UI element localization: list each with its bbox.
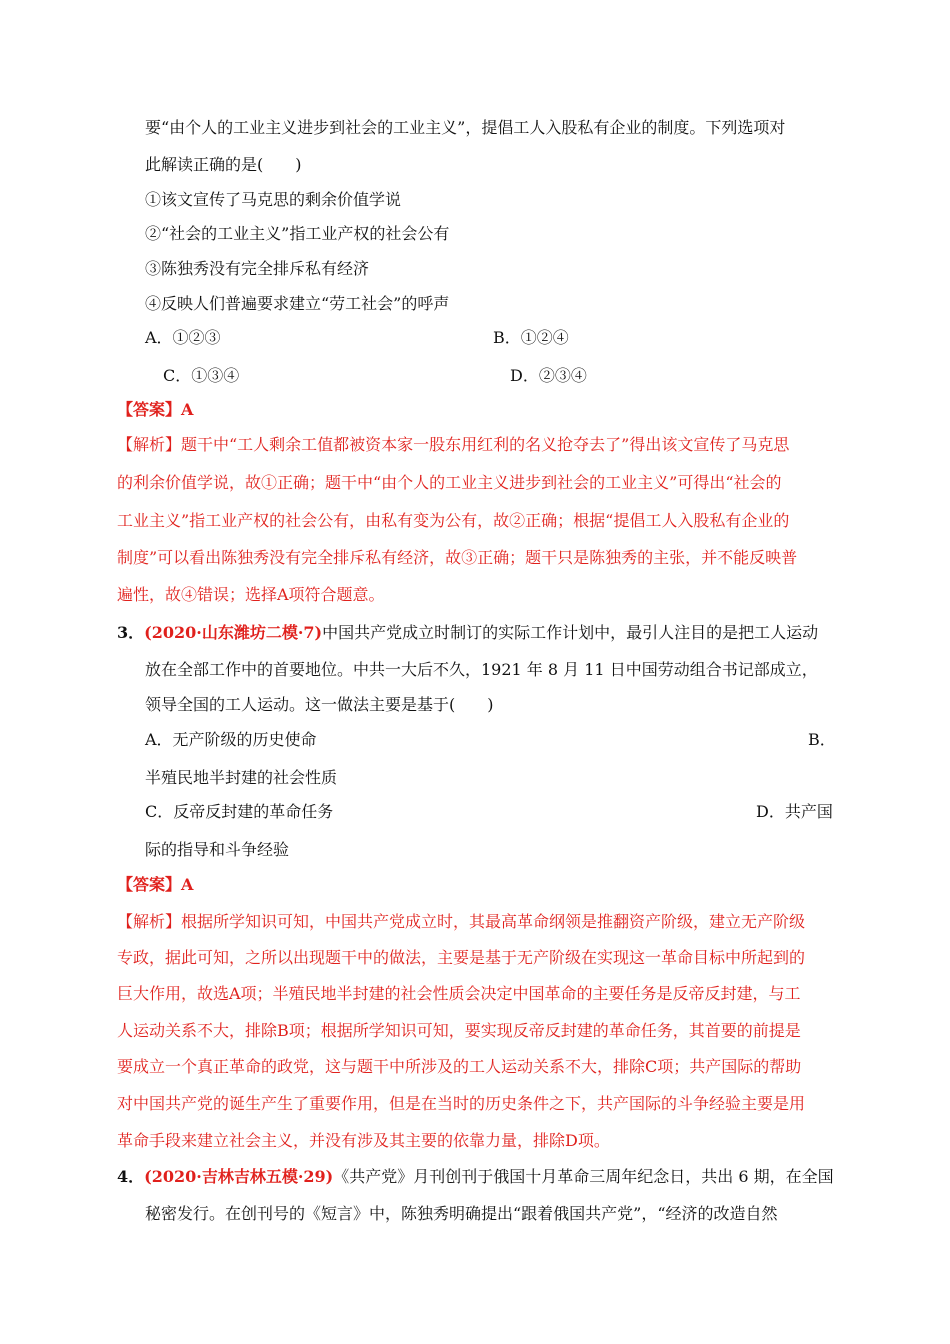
- q2-stem-line-2: 此解读正确的是( ): [145, 155, 302, 174]
- q2-option-d: D．②③④: [510, 366, 587, 385]
- q4-stem-line-1: [117, 1166, 834, 1188]
- q3-analysis-line-5: 要成立一个真正革命的政党，这与题干中所涉及的工人运动关系不大，排除C项；共产国际的帮助: [117, 1057, 802, 1076]
- q4-source: (2020·吉林吉林五模·29): [144, 1167, 334, 1186]
- q3-number: 3．: [117, 623, 145, 642]
- q3-analysis-line-2: 专政，据此可知，之所以出现题干中的做法，主要是基于无产阶级在实现这一革命目标中所起到的: [117, 948, 806, 967]
- q3-analysis-line-3: 巨大作用，故选A项；半殖民地半封建的社会性质会决定中国革命的主要任务是反帝反封建，与工: [117, 984, 801, 1003]
- q3-analysis-line-1: 【解析】根据所学知识可知，中国共产党成立时，其最高革命纲领是推翻资产阶级，建立无产阶级: [117, 912, 806, 931]
- q3-analysis-line-6: 对中国共产党的诞生产生了重要作用，但是在当时的历史条件之下，共产国际的斗争经验主要是用: [117, 1094, 806, 1113]
- q3-answer: 【答案】A: [117, 875, 194, 894]
- q3-source: (2020·山东潍坊二模·7): [144, 623, 323, 642]
- q3-stem-line-1: [117, 622, 818, 644]
- q2-item-4: ④反映人们普遍要求建立“劳工社会”的呼声: [145, 294, 450, 313]
- q2-option-a: A．①②③: [145, 328, 221, 347]
- q2-analysis-line-2: 的利余价值学说，故①正确；题干中“由个人的工业主义进步到社会的工业主义”可得出“社会的: [117, 473, 782, 492]
- q3-option-a: A．无产阶级的历史使命: [145, 730, 317, 749]
- q3-analysis-line-7: 革命手段来建立社会主义，并没有涉及其主要的依靠力量，排除D项。: [117, 1131, 610, 1150]
- q4-stem-line-2: 秘密发行。在创刊号的《短言》中，陈独秀明确提出“跟着俄国共产党”，“经济的改造自然: [145, 1204, 778, 1223]
- q3-option-c: C．反帝反封建的革命任务: [145, 802, 334, 821]
- q2-item-2: ②“社会的工业主义”指工业产权的社会公有: [145, 224, 450, 243]
- q3-stem-line-2: 放在全部工作中的首要地位。中共一大后不久，1921 年 8 月 11 日中国劳动组合书记部成立，: [145, 660, 818, 679]
- q2-analysis-line-5: 遍性，故④错误；选择A项符合题意。: [117, 585, 385, 604]
- q2-item-3: ③陈独秀没有完全排斥私有经济: [145, 259, 370, 278]
- q3-option-d-label: D．共产国: [756, 802, 833, 821]
- q2-option-b: B．①②④: [493, 328, 569, 347]
- q2-analysis-line-3: 工业主义”指工业产权的社会公有，由私有变为公有，故②正确；根据“提倡工人入股私有企业的: [117, 511, 790, 530]
- q3-stem-line-3: 领导全国的工人运动。这一做法主要是基于( ): [145, 695, 494, 714]
- q2-answer: 【答案】A: [117, 400, 194, 419]
- q3-option-b-label: B．: [808, 730, 836, 749]
- q3-option-b-text: 半殖民地半封建的社会性质: [145, 768, 338, 787]
- q3-option-d-text: 际的指导和斗争经验: [145, 840, 290, 859]
- q2-analysis-line-1: 【解析】题干中“工人剩余工值都被资本家一股东用红利的名义抢夺去了”得出该文宣传了马克思: [117, 435, 790, 454]
- q2-option-c: C．①③④: [163, 366, 240, 385]
- q4-stem-text: 《共产党》月刊创刊于俄国十月革命三周年纪念日，共出 6 期，在全国: [333, 1167, 834, 1186]
- q4-number: 4．: [117, 1167, 145, 1186]
- q2-item-1: ①该文宣传了马克思的剩余价值学说: [145, 190, 402, 209]
- q2-stem-line-1: 要“由个人的工业主义进步到社会的工业主义”，提倡工人入股私有企业的制度。下列选项对: [145, 118, 786, 137]
- q2-analysis-line-4: 制度”可以看出陈独秀没有完全排斥私有经济，故③正确；题干只是陈独秀的主张，并不能反映普: [117, 548, 798, 567]
- q3-stem-text: 中国共产党成立时制订的实际工作计划中，最引人注目的是把工人运动: [322, 623, 819, 642]
- q3-analysis-line-4: 人运动关系不大，排除B项；根据所学知识可知，要实现反帝反封建的革命任务，其首要的前提是: [117, 1021, 801, 1040]
